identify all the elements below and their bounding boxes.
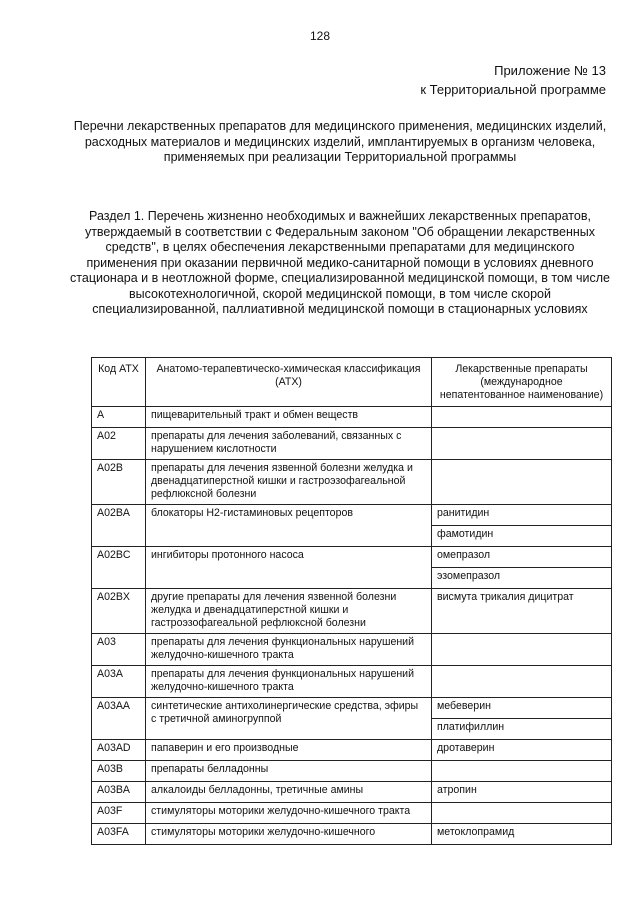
classification-cell: стимуляторы моторики желудочно-кишечного тракта — [146, 803, 432, 824]
drug-cell — [432, 428, 612, 460]
atc-code-cell: A03 — [92, 634, 146, 666]
drug-cell: эзомепразол — [432, 568, 612, 589]
classification-cell: алкалоиды белладонны, третичные амины — [146, 782, 432, 803]
table-row — [92, 761, 612, 782]
atc-code-cell: A03AA — [92, 698, 146, 740]
table-row — [92, 589, 612, 634]
atc-table — [91, 357, 612, 845]
atc-code-cell: A02 — [92, 428, 146, 460]
atc-code-cell: A03A — [92, 666, 146, 698]
table-header-row — [92, 358, 612, 407]
appendix-heading — [420, 61, 606, 99]
drug-cell: фамотидин — [432, 526, 612, 547]
table-row — [92, 505, 612, 526]
table-row — [92, 428, 612, 460]
classification-cell: препараты для лечения заболеваний, связанных с нарушением кислотности — [146, 428, 432, 460]
table-row — [92, 547, 612, 568]
classification-cell: блокаторы H2-гистаминовых рецепторов — [146, 505, 432, 547]
classification-cell: пищеварительный тракт и обмен веществ — [146, 407, 432, 428]
drug-cell: мебеверин — [432, 698, 612, 719]
drug-cell: платифиллин — [432, 719, 612, 740]
classification-cell: препараты для лечения функциональных нарушений желудочно-кишечного тракта — [146, 634, 432, 666]
drug-cell — [432, 666, 612, 698]
drug-cell — [432, 803, 612, 824]
header-code: Код АТХ — [92, 358, 146, 407]
atc-code-cell: A — [92, 407, 146, 428]
appendix-reference: к Территориальной программе — [420, 82, 606, 97]
classification-cell: другие препараты для лечения язвенной болезни желудка и двенадцатиперстной кишки и гастроэзофагеальной рефлюксной болезни — [146, 589, 432, 634]
document-title: Перечни лекарственных препаратов для медицинского применения, медицинских изделий, расходных материалов и медицинских изделий, имплантируемых в организм человека, применяемых при реализации Территориальной программы — [73, 119, 607, 164]
table-row — [92, 698, 612, 719]
drug-cell: омепразол — [432, 547, 612, 568]
table-row — [92, 803, 612, 824]
table-row — [92, 740, 612, 761]
classification-cell: папаверин и его производные — [146, 740, 432, 761]
header-drugs: Лекарственные препараты (международное непатентованное наименование) — [432, 358, 612, 407]
table-row — [92, 824, 612, 845]
table-row — [92, 460, 612, 505]
table-row — [92, 782, 612, 803]
atc-code-cell: A02BA — [92, 505, 146, 547]
drug-cell — [432, 761, 612, 782]
classification-cell: препараты белладонны — [146, 761, 432, 782]
drug-cell — [432, 460, 612, 505]
atc-code-cell: A03FA — [92, 824, 146, 845]
section-title: Раздел 1. Перечень жизненно необходимых и важнейших лекарственных препаратов, утверждаемый в соответствии с Федеральным законом "Об обращении лекарственных средств", в целях обеспечения лекарственными препаратами для медицинского применения при оказании первичной медико-санитарной помощи в условиях дневного стационара и в неотложной форме, специализированной медицинской помощи, в том числе высокотехнологичной, скорой медицинской помощи, в том числе скорой специализированной, паллиативной медицинской помощи в стационарных условиях — [70, 209, 610, 316]
appendix-number: Приложение № 13 — [494, 63, 606, 78]
classification-cell: препараты для лечения функциональных нарушений желудочно-кишечного тракта — [146, 666, 432, 698]
page-number: 128 — [309, 29, 331, 43]
table-row — [92, 634, 612, 666]
table-body — [92, 407, 612, 845]
drug-cell: дротаверин — [432, 740, 612, 761]
classification-cell: ингибиторы протонного насоса — [146, 547, 432, 589]
atc-code-cell: A03F — [92, 803, 146, 824]
classification-cell: стимуляторы моторики желудочно-кишечного — [146, 824, 432, 845]
table-row — [92, 407, 612, 428]
atc-code-cell: A03BA — [92, 782, 146, 803]
atc-code-cell: A02B — [92, 460, 146, 505]
classification-cell: синтетические антихолинергические средства, эфиры с третичной аминогруппой — [146, 698, 432, 740]
drug-cell — [432, 407, 612, 428]
drug-cell: метоклопрамид — [432, 824, 612, 845]
drug-cell: атропин — [432, 782, 612, 803]
atc-code-cell: A03AD — [92, 740, 146, 761]
atc-code-cell: A03B — [92, 761, 146, 782]
drug-cell: ранитидин — [432, 505, 612, 526]
atc-code-cell: A02BX — [92, 589, 146, 634]
header-classification: Анатомо-терапевтическо-химическая классификация (АТХ) — [146, 358, 432, 407]
table-row — [92, 666, 612, 698]
atc-code-cell: A02BC — [92, 547, 146, 589]
classification-cell: препараты для лечения язвенной болезни желудка и двенадцатиперстной кишки и гастроэзофагеальной рефлюксной болезни — [146, 460, 432, 505]
drug-cell: висмута трикалия дицитрат — [432, 589, 612, 634]
drug-cell — [432, 634, 612, 666]
